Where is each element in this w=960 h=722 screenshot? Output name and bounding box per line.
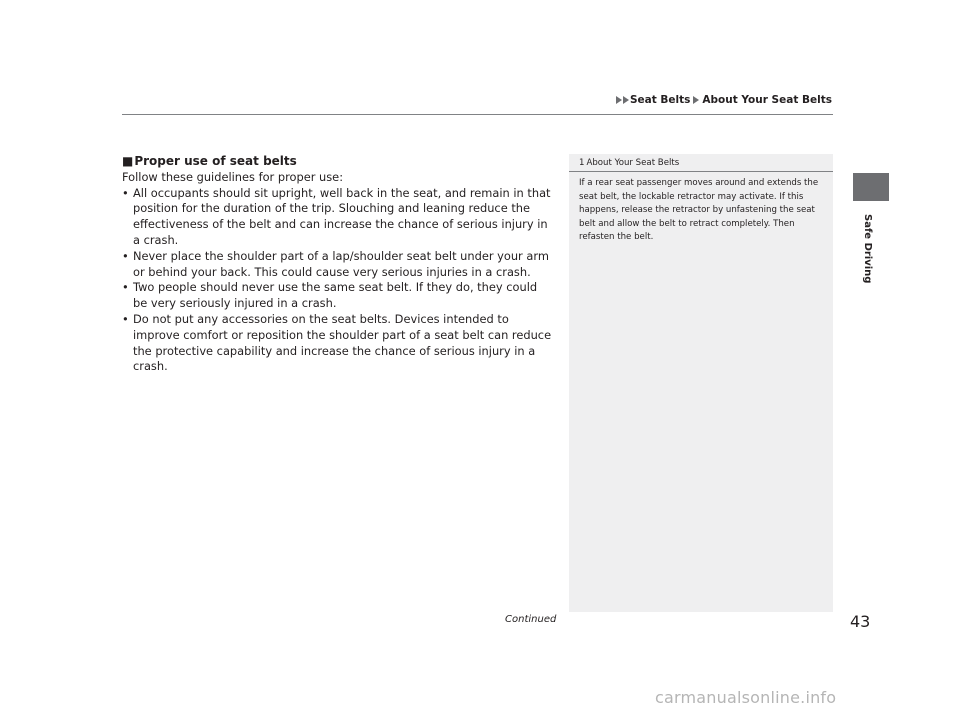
breadcrumb-item-about-your-seat-belts: About Your Seat Belts (702, 94, 832, 106)
section-heading-text: Proper use of seat belts (134, 154, 297, 168)
note-body: If a rear seat passenger moves around and extends the seat belt, the lockable retractor may activate. If this happens, release the retractor by unfastening the seat belt and allow the belt to retract completely. Then refasten the belt. (579, 178, 819, 243)
breadcrumb-arrow-icon (616, 96, 622, 104)
main-content (122, 154, 554, 375)
sidebar-note (569, 154, 833, 612)
section-marker-icon: ■ (122, 154, 134, 168)
note-title (569, 154, 833, 168)
watermark: carmanualsonline.info (655, 688, 837, 707)
breadcrumb-separator-icon (693, 96, 699, 104)
section-side-label-text: Safe Driving (862, 214, 873, 284)
list-item-text: All occupants should sit upright, well back in the seat, and remain in that position for the duration of the trip. Slouching and leaning reduce the effectiveness of the belt and can increase the chance of serious injury in a crash. (133, 185, 551, 247)
section-heading (122, 154, 554, 170)
breadcrumb-arrow-icon (623, 96, 629, 104)
list-item (122, 249, 554, 281)
guideline-list (122, 186, 554, 376)
list-item-text: Never place the shoulder part of a lap/shoulder seat belt under your arm or behind your back. This could cause very serious injuries in a crash. (133, 248, 549, 279)
list-item-text: Do not put any accessories on the seat belts. Devices intended to improve comfort or reposition the shoulder part of a seat belt can reduce the protective capability and increase the chance of serious injury in a crash. (133, 311, 552, 374)
bullet-icon: • (122, 185, 129, 200)
note-number: 1 (579, 158, 585, 168)
list-item (122, 186, 554, 249)
section-intro: Follow these guidelines for proper use: (122, 169, 344, 184)
list-item-text: Two people should never use the same seat belt. If they do, they could be very seriously injured in a crash. (133, 280, 538, 311)
section-side-label (857, 214, 897, 284)
bullet-icon: • (122, 311, 129, 326)
header-rule (122, 114, 833, 115)
page-number: 43 (850, 612, 871, 631)
bullet-icon: • (122, 280, 129, 295)
section-tab (853, 173, 889, 201)
continued-label: Continued (505, 614, 557, 625)
breadcrumb (616, 94, 832, 106)
note-title-text: About Your Seat Belts (586, 158, 680, 168)
breadcrumb-item-seat-belts: Seat Belts (629, 94, 691, 106)
list-item (122, 280, 554, 312)
list-item (122, 312, 554, 375)
bullet-icon: • (122, 248, 129, 263)
